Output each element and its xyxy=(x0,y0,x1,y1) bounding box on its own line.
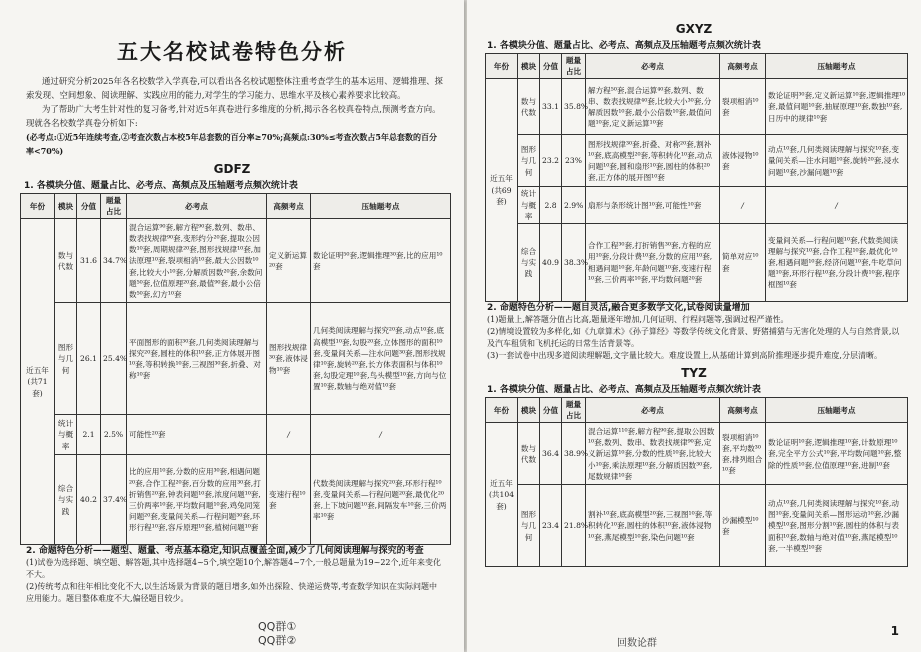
intro-definition: (必考点:①近5年连续考查,②考查次数占本校5年总套数的百分率≥70%;高频点:30%≤考查次数占5年总套数的百分率<70%) xyxy=(26,132,437,156)
analysis-heading: 2. 命题特色分析——题目灵活,融合更多数学文化,试卷阅读量增加 xyxy=(487,303,750,314)
header-cell: 年份 xyxy=(486,398,518,423)
analysis-paragraph: (2)情境设置较为多样化,如《九章算术》《孙子算经》等数学传统文化背景、野猪捕猎与无害化处理的人与自然背景,以及汽车租赁和飞机托运的日常生活背景等。 xyxy=(487,327,900,349)
ratio-cell: 2.5% xyxy=(101,415,127,455)
table-heading: 1. 各模块分值、题量占比、必考点、高频点及压轴题考点频次统计表 xyxy=(24,181,298,191)
header-cell: 高频考点 xyxy=(720,54,766,79)
analysis-text xyxy=(0,545,464,605)
module-cell: 图形与几何 xyxy=(518,135,540,187)
top-cell: 变量间关系—行程问题¹⁰套,代数类阅读理解与探究¹⁰套,合作工程¹⁰套,最优化¹⁰套,相遇问题¹⁰套,经济问题¹⁰套,牛吃草问题¹⁰套,环形行程¹⁰套,分段计费¹⁰套,程序框图¹⁰套 xyxy=(766,224,908,302)
analysis-paragraph: (1)试卷为选择题、填空题、解答题,其中选择题4~5个,填空题10个,解答题4~7个,一般总题量为19~22个,近年来变化不大。 xyxy=(26,558,442,580)
header-cell: 模块 xyxy=(55,194,77,219)
high-cell: 裂项相消¹⁰套,平均数³⁰套,排列组合¹⁰套 xyxy=(720,423,766,485)
header-cell: 题量占比 xyxy=(562,398,586,423)
top-cell: 几何类阅读理解与探究²⁰套,动点¹⁰套,底高模型¹⁰套,勾股²⁰套,立体图形的面积¹⁰套,变量间关系—注水问题³⁰套,图形找规律¹⁰套,旋转²⁰套,长方体表面积与体积¹⁰套,勾股定理¹⁰套,鸟头模型¹⁰套,方向与位置¹⁰套,数轴与绝对值¹⁰套 xyxy=(311,303,451,415)
table-heading: 1. 各模块分值、题量占比、必考点、高频点及压轴题考点频次统计表 xyxy=(487,41,761,51)
intro-text xyxy=(0,74,464,158)
module-cell: 数与代数 xyxy=(518,79,540,135)
must-cell: 可能性²⁰套 xyxy=(127,415,267,455)
table-row xyxy=(21,415,451,455)
top-cell: 数论证明¹⁰套,逻辑推理¹⁰套,计数原理¹⁰套,完全平方公式¹⁰套,平均数问题¹⁰套,整除的性质¹⁰套,位值原理¹⁰套,进制¹⁰套 xyxy=(766,423,908,485)
header-cell: 分值 xyxy=(540,398,562,423)
analysis-heading: 2. 命题特色分析——题型、题量、考点基本稳定,知识点覆盖全面,减少了几何阅读理解与探究的考查 xyxy=(26,546,424,557)
header-cell: 题量占比 xyxy=(562,54,586,79)
high-cell: 简单对应¹⁰套 xyxy=(720,224,766,302)
section-title-tyz: TYZ xyxy=(681,366,707,381)
high-cell: 沙漏模型¹⁰套 xyxy=(720,485,766,567)
score-cell: 23.4 xyxy=(540,485,562,567)
analysis-text xyxy=(467,302,921,362)
ratio-cell: 25.4% xyxy=(101,303,127,415)
ratio-cell: 34.7% xyxy=(101,219,127,303)
must-cell: 解方程⁵⁰套,混合运算⁴⁰套,数列、数串、数表找规律⁴⁰套,比较大小³⁰套,分解质因数¹⁰套,最小公倍数¹⁰套,最值问题¹⁰套,定义新运算¹⁰套 xyxy=(586,79,720,135)
header-cell: 压轴题考点 xyxy=(311,194,451,219)
top-cell: / xyxy=(766,187,908,224)
module-cell: 图形与几何 xyxy=(55,303,77,415)
table-row xyxy=(486,423,908,485)
score-cell: 2.8 xyxy=(540,187,562,224)
score-cell: 2.1 xyxy=(77,415,101,455)
score-cell: 23.2 xyxy=(540,135,562,187)
module-cell: 综合与实践 xyxy=(55,455,77,545)
header-cell: 高频考点 xyxy=(720,398,766,423)
table-header-row xyxy=(486,398,908,423)
header-cell: 必考点 xyxy=(586,54,720,79)
table-header-row xyxy=(21,194,451,219)
ratio-cell: 38.3% xyxy=(562,224,586,302)
ratio-cell: 35.8% xyxy=(562,79,586,135)
ratio-cell: 23% xyxy=(562,135,586,187)
must-cell: 图形找规律³⁰套,折叠、对称²⁰套,割补¹⁰套,底高模型²⁰套,等积转化¹⁰套,动点问题¹⁰套,圆和扇形¹⁰套,圆柱的体积²⁰套,正方体的展开图¹⁰套 xyxy=(586,135,720,187)
module-cell: 数与代数 xyxy=(55,219,77,303)
header-cell: 模块 xyxy=(518,398,540,423)
high-cell: 图形找规律³⁰套,液体浸物¹⁰套 xyxy=(267,303,311,415)
top-cell: / xyxy=(311,415,451,455)
top-cell: 动点¹⁰套,几何类阅读理解与探究¹⁰套,变量间关系—注水问题¹⁰套,旋转²⁰套,浸水问题¹⁰套,沙漏问题¹⁰套 xyxy=(766,135,908,187)
table-row xyxy=(486,187,908,224)
analysis-paragraph: (1)题量上,解答题分值占比高,题量逐年增加,几何证明、行程问题等,强调过程严谨性。 xyxy=(487,315,789,325)
high-cell: / xyxy=(720,187,766,224)
analysis-paragraph: (2)传统考点和往年相比变化不大,以生活场景为背景的题目增多,如外出探险、快递运费等,考查数学知识在实际问题中应用能力。题目整体难度不大,偏径题目较少。 xyxy=(26,582,437,604)
table-row xyxy=(21,219,451,303)
table-row xyxy=(21,303,451,415)
ratio-cell: 21.8% xyxy=(562,485,586,567)
module-cell: 综合与实践 xyxy=(518,224,540,302)
section-title-gdfz: GDFZ xyxy=(213,162,251,176)
stats-table-gdfz xyxy=(20,193,451,545)
table-header-row xyxy=(486,54,908,79)
stats-table-gxyz xyxy=(485,53,908,302)
qq-group-label: 回数论群 xyxy=(617,638,657,649)
top-cell: 数论证明³⁰套,定义新运算¹⁰套,逻辑推理¹⁰套,最值问题¹⁰套,抽屉原理¹⁰套,数独¹⁰套,日历中的规律¹⁰套 xyxy=(766,79,908,135)
header-cell: 年份 xyxy=(21,194,55,219)
high-cell: 裂项相消¹⁰套 xyxy=(720,79,766,135)
module-cell: 统计与概率 xyxy=(518,187,540,224)
must-cell: 扇形与条形统计图¹⁰套,可能性¹⁰套 xyxy=(586,187,720,224)
year-cell: 近五年(共104套) xyxy=(486,423,518,567)
ratio-cell: 37.4% xyxy=(101,455,127,545)
header-cell: 必考点 xyxy=(586,398,720,423)
module-cell: 图形与几何 xyxy=(518,485,540,567)
header-cell: 高频考点 xyxy=(267,194,311,219)
header-cell: 压轴题考点 xyxy=(766,54,908,79)
stats-table-tyz xyxy=(485,397,908,567)
qq-group-label: QQ群① xyxy=(258,620,297,633)
qq-group-label: QQ群② xyxy=(258,634,297,647)
high-cell: / xyxy=(267,415,311,455)
intro-paragraph: 通过研究分析2025年各名校数学入学真卷,可以看出各名校试题整体注重考查学生的基本运用、逻辑推理、探索发现、空间想象、阅读理解、实践应用的能力,对学生的学习能力、思维水平及核心素养要求比较高。 xyxy=(26,76,443,100)
header-cell: 题量占比 xyxy=(101,194,127,219)
ratio-cell: 38.9% xyxy=(562,423,586,485)
page-number: 1 xyxy=(890,624,899,638)
score-cell: 36.4 xyxy=(540,423,562,485)
table-row xyxy=(486,224,908,302)
intro-paragraph: 为了帮助广大考生针对性的复习备考,针对近5年真卷进行多维度的分析,揭示各名校真卷特点,预测考查方向。现就各名校数学真卷分析如下: xyxy=(26,104,441,128)
table-row xyxy=(486,135,908,187)
year-cell: 近五年(共69套) xyxy=(486,79,518,302)
must-cell: 比的应用¹⁰套,分数的应用³⁰套,相遇问题²⁰套,合作工程²⁰套,百分数的应用³⁰套,打折销售²⁰套,钟表问题¹⁰套,浓度问题¹⁰套,三价两率¹⁰套,平均数问题¹⁰套,鸡兔同笼问题²⁰套,变量间关系—行程问题³⁰套,环形行程¹⁰套,容斥原理¹⁰套,植树问题¹⁰套 xyxy=(127,455,267,545)
must-cell: 平面图形的面积³⁰套,几何类阅读理解与探究²⁰套,圆柱的体积¹⁰套,正方体展开图¹⁰套,等积转换¹⁰套,三视图³⁰套,折叠、对称¹⁰套 xyxy=(127,303,267,415)
module-cell: 统计与概率 xyxy=(55,415,77,455)
must-cell: 合作工程³⁰套,打折销售³⁰套,方程的应用¹⁰套,分段计费¹⁰套,分数的应用¹⁰套,相遇问题¹⁰套,年龄问题¹⁰套,变速行程¹⁰套,三价两率¹⁰套,平均数问题²⁰套 xyxy=(586,224,720,302)
must-cell: 混合运算¹¹⁰套,解方程⁹⁰套,提取公因数¹⁰套,数列、数串、数表找规律⁹⁰套,定义新运算¹⁰套,分数的性质¹⁰套,比较大小¹⁰套,乘法原理¹⁰套,分解质因数³⁰套,尾数规律¹⁰套 xyxy=(586,423,720,485)
ratio-cell: 2.9% xyxy=(562,187,586,224)
header-cell: 压轴题考点 xyxy=(766,398,908,423)
right-page xyxy=(467,0,921,652)
top-cell: 数论证明⁵⁰套,逻辑推理³⁰套,比的应用¹⁰套 xyxy=(311,219,451,303)
must-cell: 割补¹⁰套,底高模型²⁰套,三视图¹⁰套,等积转化¹⁰套,圆柱的体积¹⁰套,液体浸物¹⁰套,燕尾模型¹⁰套,染色问题¹⁰套 xyxy=(586,485,720,567)
score-cell: 26.1 xyxy=(77,303,101,415)
score-cell: 40.2 xyxy=(77,455,101,545)
top-cell: 动点¹⁰套,几何类阅读理解与探究¹⁰套,动图¹⁰套,变量间关系—图形运动¹⁰套,沙漏模型¹⁰套,图形分割¹⁰套,圆柱的体积与表面积¹⁰套,数轴与绝对值¹⁰套,燕尾模型¹⁰套,一半模型¹⁰套 xyxy=(766,485,908,567)
header-cell: 分值 xyxy=(77,194,101,219)
header-cell: 年份 xyxy=(486,54,518,79)
table-row xyxy=(486,485,908,567)
top-cell: 代数类阅读理解与探究²⁰套,环形行程¹⁰套,变量间关系—行程问题²⁰套,最优化²⁰套,上下坡问题¹⁰套,间隔发车¹⁰套,三价两率¹⁰套 xyxy=(311,455,451,545)
high-cell: 液体浸物¹⁰套 xyxy=(720,135,766,187)
table-heading: 1. 各模块分值、题量占比、必考点、高频点及压轴题考点频次统计表 xyxy=(487,385,761,396)
must-cell: 混合运算⁹⁰套,解方程⁹⁰套,数列、数串、数表找规律⁹⁰套,变形约分²⁰套,提取公因数¹⁰套,周期规律²⁰套,图形找规律¹⁰套,加法原理¹⁰套,裂项相消¹⁰套,最大公因数¹⁰套,比较大小¹⁰套,分解质因数²⁰套,余数问题⁵⁰套,位值原理²⁰套,最值⁹⁰套,最小公倍数⁵⁰套,幻方¹⁰套 xyxy=(127,219,267,303)
high-cell: 变速行程¹⁰套 xyxy=(267,455,311,545)
analysis-paragraph: (3)一套试卷中出现多道阅读理解题,文字量比较大。难度设置上,从基础计算到高阶推理逐步提升难度,分层清晰。 xyxy=(487,351,882,361)
header-cell: 分值 xyxy=(540,54,562,79)
score-cell: 31.6 xyxy=(77,219,101,303)
table-row xyxy=(21,455,451,545)
module-cell: 数与代数 xyxy=(518,423,540,485)
section-title-gxyz: GXYZ xyxy=(675,22,713,36)
year-cell: 近五年(共71套) xyxy=(21,219,55,545)
high-cell: 定义新运算²⁰套 xyxy=(267,219,311,303)
header-cell: 必考点 xyxy=(127,194,267,219)
page-title: 五大名校试卷特色分析 xyxy=(117,40,347,64)
score-cell: 33.1 xyxy=(540,79,562,135)
score-cell: 40.9 xyxy=(540,224,562,302)
table-row xyxy=(486,79,908,135)
header-cell: 模块 xyxy=(518,54,540,79)
